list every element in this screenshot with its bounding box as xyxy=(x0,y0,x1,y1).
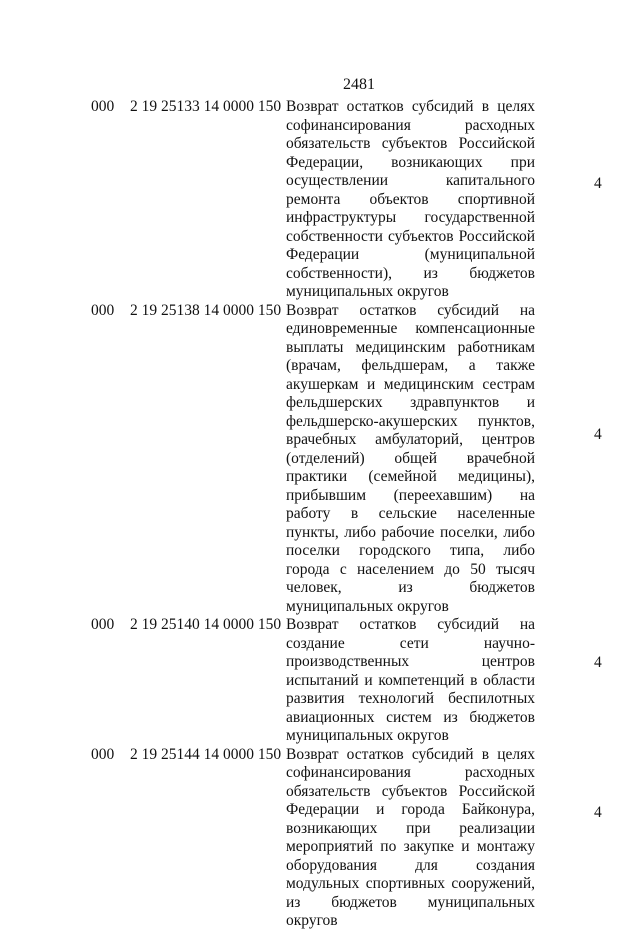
admin-code: 000 xyxy=(91,301,115,319)
budget-classification-code: 2 19 25140 14 0000 150 xyxy=(130,616,282,633)
budget-code-table xyxy=(0,98,640,931)
page-number: 2481 xyxy=(343,76,375,93)
income-description: Возврат остатков субсидий в целях софинансирования расходных обязательств субъектов Российской Федерации и города Байконура, возникающих при реализации мероприятий по закупке и монтажу оборудования для создания модульных спортивных сооружений, из бюджетов муниципальных округов xyxy=(286,745,535,929)
admin-code: 000 xyxy=(91,98,115,115)
income-description: Возврат остатков субсидий на создание сети научно-производственных центров испытаний и компетенций в области развития технологий беспилотных авиационных систем из бюджетов муниципальных округов xyxy=(286,616,535,744)
budget-classification-code: 2 19 25138 14 0000 150 xyxy=(130,301,282,319)
table-row xyxy=(0,302,640,617)
allocation-norm: 4 xyxy=(594,803,602,821)
admin-code: 000 xyxy=(91,745,115,763)
budget-classification-code: 2 19 25133 14 0000 150 xyxy=(130,98,282,115)
budget-classification-code: 2 19 25144 14 0000 150 xyxy=(130,745,282,763)
table-row xyxy=(0,98,640,302)
table-row xyxy=(0,616,640,746)
allocation-norm: 4 xyxy=(594,654,602,671)
income-description: Возврат остатков субсидий на единовременные компенсационные выплаты медицинским работникам (врачам, фельдшерам, а также акушеркам и медицинским сестрам фельдшерских здравпунктов и фельдшерско-акушерских пунктов, врачебных амбулаторий, центров (отделений) общей врачебной практики (семейной медицины), прибывшим (переехавшим) на работу в сельские населенные пункты, либо рабочие поселки, либо поселки городского типа, либо города с населением до 50 тысяч человек, из бюджетов муниципальных округов xyxy=(286,301,535,615)
admin-code: 000 xyxy=(91,616,115,633)
table-row xyxy=(0,746,640,931)
allocation-norm: 4 xyxy=(594,175,602,192)
allocation-norm: 4 xyxy=(594,425,602,443)
income-description: Возврат остатков субсидий в целях софинансирования расходных обязательств субъектов Российской Федерации, возникающих при осуществлении капитального ремонта объектов спортивной инфраструктуры государственной собственности субъектов Российской Федерации (муниципальной собственности), из бюджетов муниципальных округов xyxy=(286,98,535,300)
